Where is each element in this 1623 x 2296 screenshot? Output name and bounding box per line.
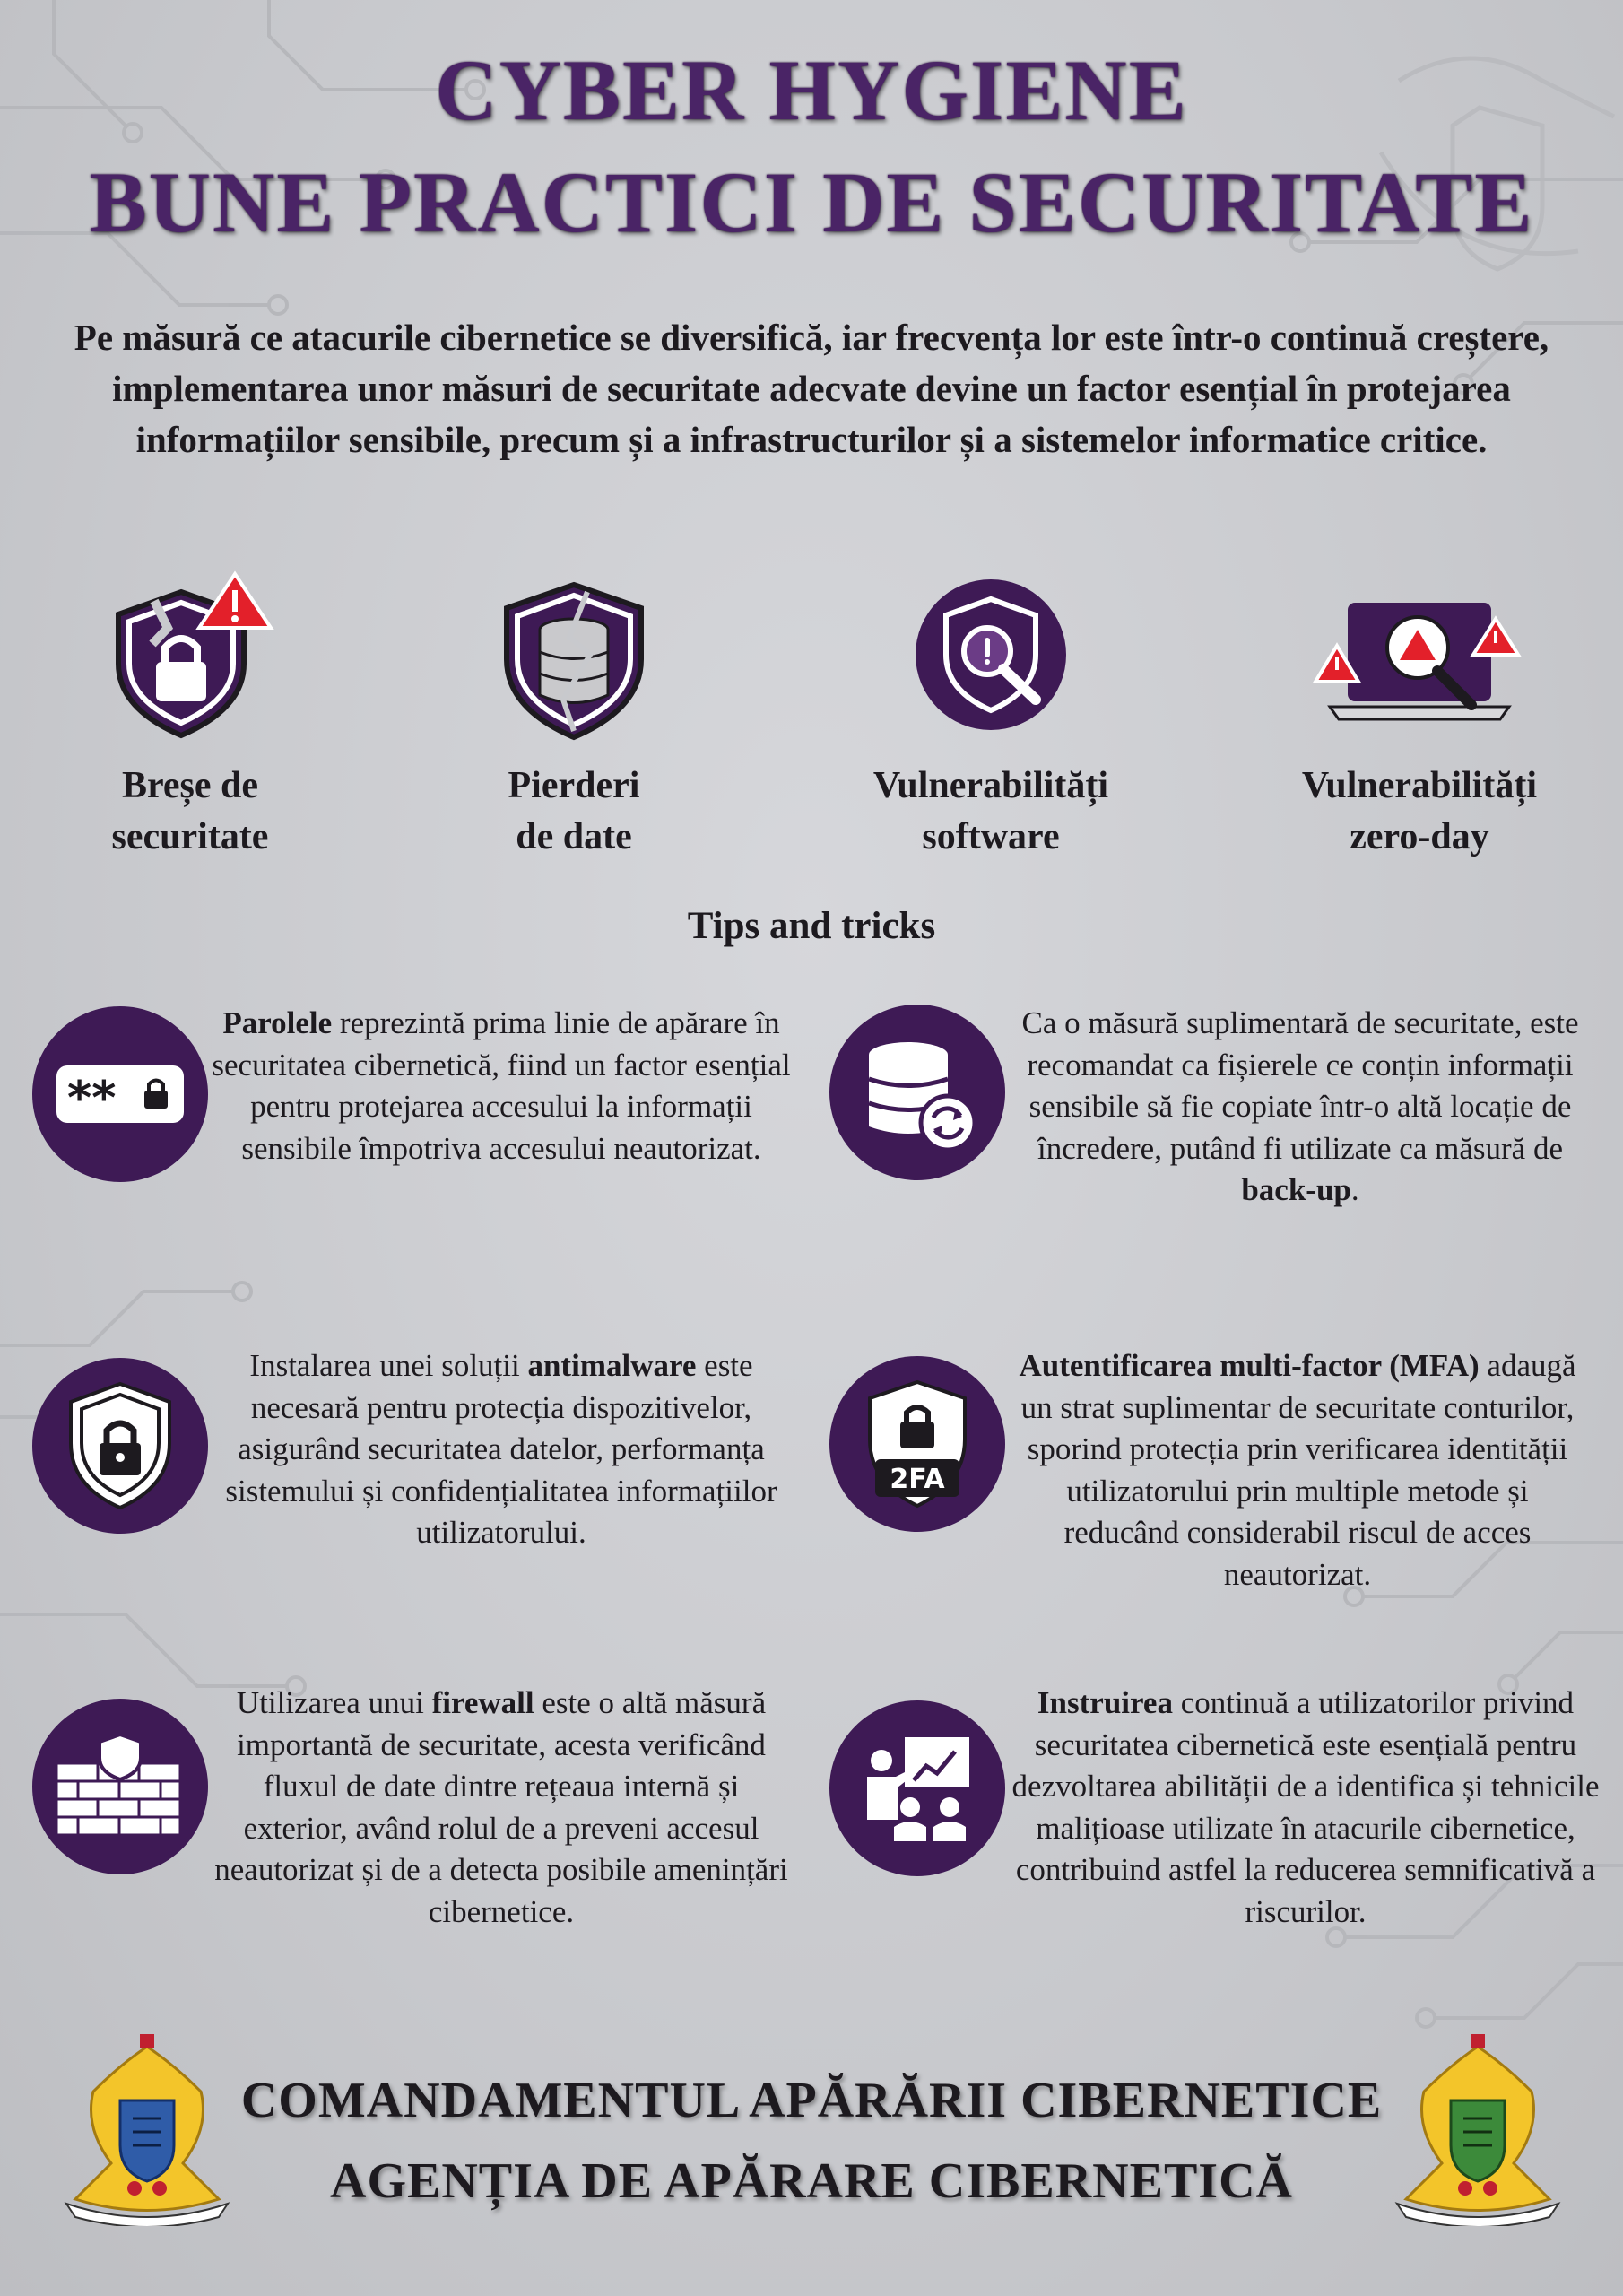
tip-keyword: Instruirea [1037, 1685, 1173, 1720]
threat-label-line1: Pierderi [508, 765, 640, 806]
tip-text: Ca o măsură suplimentară de securitate, este recomandat ca fișierele ce conțin informații sensibile să fie copiate într-o altă locație de încredere, putând fi utilizate ca măsură de [1021, 1005, 1579, 1166]
tip-text-end: . [1350, 1172, 1359, 1207]
threat-label-line2: securitate [111, 816, 269, 857]
tip-text: continuă a utilizatorilor privind securitatea cibernetică este esențială pentru dezvoltarea abilității de a identifica și tehnicile malițioase utilizate în atacurile cibernetice, contribuind astfel la reducerea semnificativă a riscurilor. [1011, 1685, 1600, 1929]
shield-magnifier-icon [901, 565, 1081, 744]
tip-keyword: Parolele [222, 1005, 333, 1040]
threat-label-line1: Vulnerabilități [872, 765, 1109, 806]
tip-text-end: este o altă măsură importantă de securitate, acesta verificând fluxul de date dintre rețeaua internă și exterior, având rolul de a preveni accesul neautorizat și de a detecta posibile amenințări cibernetice. [214, 1685, 788, 1929]
threat-item-zero-day [1249, 565, 1590, 863]
threat-label-line2: de date [516, 816, 632, 857]
page-title-line2: BUNE PRACTICI DE SECURITATE [89, 154, 1534, 250]
2fa-shield-icon [829, 1356, 1005, 1532]
shield-lock-icon [32, 1358, 208, 1534]
threat-label-line2: zero-day [1350, 816, 1489, 857]
tip-keyword: antimalware [527, 1348, 697, 1383]
threat-item-breaches [20, 565, 360, 863]
laptop-warning-icon [1312, 565, 1527, 744]
threat-label-line2: software [922, 816, 1060, 857]
tip-keyword: back-up [1241, 1172, 1351, 1207]
tip-text: adaugă un strat suplimentar de securitate conturilor, sporind protecția prin verificarea identității utilizatorului prin multiple metode și reducând considerabil riscul de acces neautorizat. [1020, 1348, 1576, 1592]
threat-item-software-vulns [820, 565, 1161, 863]
password-icon [32, 1006, 208, 1182]
cracked-database-shield-icon [484, 565, 664, 744]
svg-text:**: ** [67, 1072, 117, 1126]
tip-keyword: firewall [431, 1685, 534, 1720]
tip-text: reprezintă prima linie de apărare în securitatea cibernetică, fiind un factor esențial pentru protejarea accesului la informații sensibile împotriva accesului neautorizat. [212, 1005, 791, 1166]
training-icon [829, 1700, 1005, 1876]
intro-paragraph: Pe măsură ce atacurile cibernetice se diversifică, iar frecvența lor este într-o continuă creștere, implementarea unor măsuri de securitate adecvate devine un factor esențial în protejarea informațiilor sensibile, precum și a infrastructurilor și a sistemelor informatice critice. [74, 317, 1549, 460]
threat-item-data-loss [404, 565, 744, 863]
tips-heading: Tips and tricks [687, 905, 936, 947]
footer-org-line1: COMANDAMENTUL APĂRĂRII CIBERNETICE [240, 2073, 1383, 2128]
tip-text: Instalarea unei soluții [249, 1348, 528, 1383]
threat-label-line1: Breșe de [121, 765, 259, 806]
tip-keyword: Autentificarea multi-factor (MFA) [1019, 1348, 1480, 1383]
2fa-badge: 2FA [890, 1464, 945, 1495]
broken-shield-lock-icon [100, 565, 280, 744]
database-sync-icon [829, 1004, 1005, 1180]
footer-org-line2: AGENȚIA DE APĂRARE CIBERNETICĂ [330, 2153, 1293, 2209]
threat-label-line1: Vulnerabilități [1301, 765, 1538, 806]
tip-text-end: este necesară pentru protecția dispozitivelor, asigurând securitatea datelor, performanța sistemului și confidențialitatea informațiilor utilizatorului. [225, 1348, 777, 1550]
tip-text: Utilizarea unui [236, 1685, 432, 1720]
page-title-line1: CYBER HYGIENE [435, 42, 1188, 138]
firewall-icon [32, 1699, 208, 1874]
